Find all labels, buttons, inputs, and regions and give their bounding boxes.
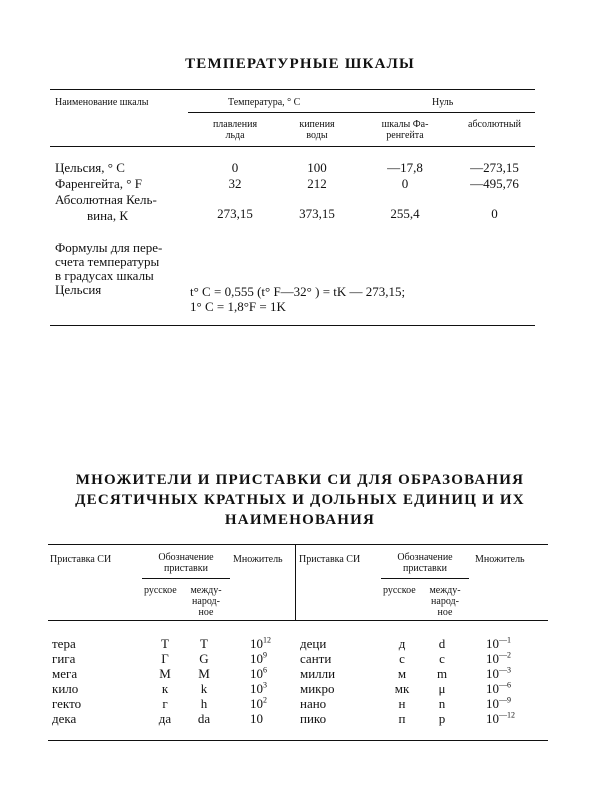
left-row-ru: М bbox=[159, 666, 171, 681]
table2-bottom-rule bbox=[48, 740, 548, 741]
right-row-name: санти bbox=[300, 651, 332, 666]
row-celsius-boil: 100 bbox=[307, 160, 327, 175]
left-row-intl: G bbox=[199, 651, 209, 666]
left-row-multiplier-exponent: 9 bbox=[263, 650, 267, 660]
left-row-ru: Г bbox=[161, 651, 169, 666]
left-row-name: гекто bbox=[52, 696, 82, 711]
left-row-name: тера bbox=[52, 636, 76, 651]
formula-2: 1° C = 1,8°F = 1K bbox=[190, 299, 286, 314]
right-row-intl: c bbox=[439, 651, 445, 666]
left-header-international: между- народ- ное bbox=[190, 585, 222, 618]
table1-top-rule bbox=[50, 89, 535, 90]
header-bottom-rule bbox=[50, 146, 535, 147]
left-row-multiplier-exponent: 3 bbox=[263, 680, 267, 690]
left-row-multiplier-base: 10 bbox=[250, 651, 263, 666]
left-row-multiplier bbox=[250, 666, 267, 682]
row-celsius-name: Цельсия, ° С bbox=[55, 160, 125, 175]
row-kelvin-abs: 0 bbox=[491, 206, 498, 221]
right-row-multiplier-exponent: —2 bbox=[499, 650, 511, 660]
left-row-multiplier bbox=[250, 651, 267, 667]
row-fahrenheit-name: Фаренгейта, ° F bbox=[55, 176, 142, 191]
right-row-multiplier bbox=[486, 711, 515, 727]
left-row-multiplier-base: 10 bbox=[250, 636, 263, 651]
right-row-intl: d bbox=[438, 636, 446, 651]
left-row-multiplier bbox=[250, 711, 263, 727]
row-kelvin-boil: 373,15 bbox=[299, 206, 335, 221]
header-temperature: Температура, ° С bbox=[228, 97, 301, 108]
left-row-ru: Т bbox=[161, 636, 169, 651]
header-absolute: абсолютный bbox=[468, 119, 521, 130]
left-row-multiplier bbox=[250, 696, 267, 712]
left-header-multiplier: Множитель bbox=[233, 554, 283, 565]
header-fahrenheit-scale: шкалы Фа- ренгейта bbox=[381, 119, 429, 141]
left-row-multiplier bbox=[250, 681, 267, 697]
left-row-multiplier-exponent: 2 bbox=[263, 695, 267, 705]
right-row-multiplier-exponent: —9 bbox=[499, 695, 511, 705]
right-row-name: пико bbox=[300, 711, 327, 726]
left-row-intl: M bbox=[198, 666, 210, 681]
right-row-multiplier-exponent: —12 bbox=[499, 710, 515, 720]
right-row-intl: n bbox=[438, 696, 446, 711]
left-row-ru: да bbox=[158, 711, 172, 726]
left-row-multiplier bbox=[250, 636, 271, 652]
right-row-multiplier-base: 10 bbox=[486, 696, 499, 711]
left-row-name: гига bbox=[52, 651, 76, 666]
formulas-label: Формулы для пере- счета температуры в градусах шкалы Цельсия bbox=[55, 240, 163, 297]
table2-center-divider bbox=[295, 544, 296, 620]
header-zero: Нуль bbox=[432, 97, 454, 108]
right-row-ru: д bbox=[398, 636, 406, 651]
left-row-intl: da bbox=[197, 711, 211, 726]
right-row-name: микро bbox=[300, 681, 335, 696]
header-sub-rule bbox=[188, 112, 535, 113]
row-celsius-melt: 0 bbox=[231, 160, 239, 175]
right-row-ru: м bbox=[397, 666, 407, 681]
right-row-multiplier-base: 10 bbox=[486, 666, 499, 681]
left-row-intl: h bbox=[200, 696, 208, 711]
right-row-name: милли bbox=[300, 666, 336, 681]
right-row-ru: н bbox=[398, 696, 406, 711]
right-row-multiplier-exponent: —1 bbox=[499, 635, 511, 645]
header-boiling: кипения воды bbox=[299, 119, 335, 141]
left-row-name: дека bbox=[52, 711, 77, 726]
si-prefixes-title: МНОЖИТЕЛИ И ПРИСТАВКИ СИ ДЛЯ ОБРАЗОВАНИЯ ДЕСЯТИЧНЫХ КРАТНЫХ И ДОЛЬНЫХ ЕДИНИЦ И ИХ НАИМЕНОВАНИЯ bbox=[75, 472, 525, 528]
right-header-designation: Обозначение приставки bbox=[397, 552, 453, 574]
formula-1: t° C = 0,555 (t° F—32° ) = tK — 273,15; bbox=[190, 284, 406, 299]
right-row-ru: п bbox=[398, 711, 406, 726]
left-row-multiplier-exponent: 6 bbox=[263, 665, 267, 675]
left-row-ru: к bbox=[161, 681, 169, 696]
left-row-name: мега bbox=[52, 666, 78, 681]
left-row-multiplier-base: 10 bbox=[250, 681, 263, 696]
right-row-multiplier bbox=[486, 681, 511, 697]
right-header-prefix: Приставка СИ bbox=[299, 554, 361, 565]
left-row-intl: T bbox=[200, 636, 208, 651]
right-row-name: нано bbox=[300, 696, 327, 711]
left-row-intl: k bbox=[200, 681, 208, 696]
left-row-ru: г bbox=[162, 696, 168, 711]
right-row-multiplier-base: 10 bbox=[486, 636, 499, 651]
header-melting: плавления льда bbox=[212, 119, 258, 141]
left-row-name: кило bbox=[52, 681, 79, 696]
left-row-multiplier-base: 10 bbox=[250, 711, 263, 726]
table2-header-bottom-rule bbox=[48, 620, 548, 621]
right-row-multiplier-base: 10 bbox=[486, 651, 499, 666]
right-row-name: деци bbox=[300, 636, 327, 651]
right-row-multiplier-base: 10 bbox=[486, 711, 499, 726]
row-celsius-fahr: —17,8 bbox=[387, 160, 423, 175]
right-row-multiplier bbox=[486, 666, 511, 682]
right-row-multiplier-exponent: —6 bbox=[499, 680, 511, 690]
left-header-prefix: Приставка СИ bbox=[50, 554, 112, 565]
row-fahrenheit-melt: 32 bbox=[228, 176, 242, 191]
right-row-multiplier bbox=[486, 696, 511, 712]
table2-top-rule bbox=[48, 544, 548, 545]
temperature-scales-title: ТЕМПЕРАТУРНЫЕ ШКАЛЫ bbox=[185, 56, 415, 72]
right-row-intl: p bbox=[438, 711, 446, 726]
left-row-multiplier-base: 10 bbox=[250, 666, 263, 681]
row-kelvin-fahr: 255,4 bbox=[390, 206, 420, 221]
row-fahrenheit-boil: 212 bbox=[307, 176, 327, 191]
right-row-intl: m bbox=[436, 666, 448, 681]
right-row-multiplier-base: 10 bbox=[486, 681, 499, 696]
right-row-multiplier bbox=[486, 636, 511, 652]
left-row-multiplier-exponent: 12 bbox=[263, 635, 271, 645]
right-row-intl: μ bbox=[438, 681, 446, 696]
left-header-designation: Обозначение приставки bbox=[158, 552, 214, 574]
row-kelvin-name: Абсолютная Кель- вина, К bbox=[55, 192, 157, 223]
right-header-russian: русское bbox=[383, 585, 416, 596]
header-scale-name: Наименование шкалы bbox=[55, 97, 149, 108]
right-designation-rule bbox=[381, 578, 469, 579]
right-header-international: между- народ- ное bbox=[429, 585, 461, 618]
right-row-multiplier-exponent: —3 bbox=[499, 665, 511, 675]
row-celsius-abs: —273,15 bbox=[470, 160, 519, 175]
right-row-ru: с bbox=[399, 651, 405, 666]
row-fahrenheit-fahr: 0 bbox=[401, 176, 409, 191]
right-row-ru: мк bbox=[394, 681, 410, 696]
row-kelvin-melt: 273,15 bbox=[217, 206, 253, 221]
right-row-multiplier bbox=[486, 651, 511, 667]
table1-bottom-rule bbox=[50, 325, 535, 326]
right-header-multiplier: Множитель bbox=[475, 554, 525, 565]
row-fahrenheit-abs: —495,76 bbox=[470, 176, 519, 191]
left-designation-rule bbox=[142, 578, 230, 579]
left-row-multiplier-base: 10 bbox=[250, 696, 263, 711]
left-header-russian: русское bbox=[144, 585, 177, 596]
